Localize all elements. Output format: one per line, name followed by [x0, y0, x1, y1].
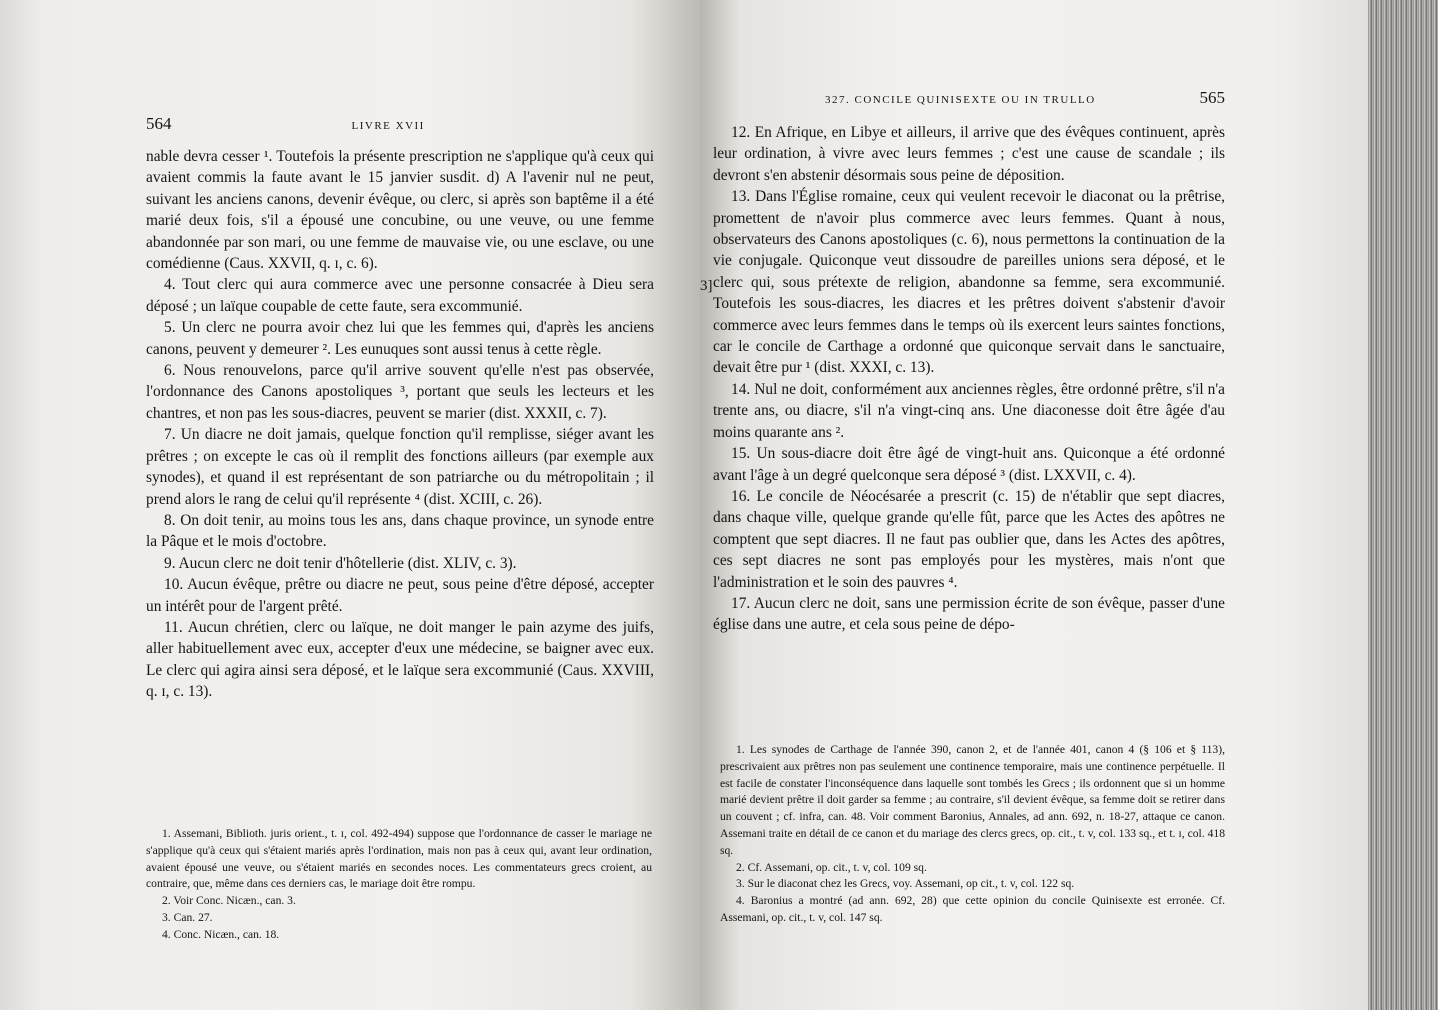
footnote: 2. Cf. Assemani, op. cit., t. v, col. 109 sq.: [736, 860, 927, 874]
right-page: [700, 0, 1368, 1010]
footnote: 4. Baronius a montré (ad ann. 692, 28) que cette opinion du concile Quinisexte est erronée. Cf. Assemani, op. cit., t. v, col. 147 sq.: [720, 894, 1225, 924]
left-page-header: [146, 114, 651, 134]
footnote: 1. Assemani, Biblioth. juris orient., t. ɪ, col. 492-494) suppose que l'ordonnance de casser le mariage ne s'applique qu'à ceux qui s'étaient mariés après l'ordination, mais non pas à ceux qui, avant leur ordination, avaient épousé une veuve, ou s'étaient mariés en secondes noces. Les commentateurs grecs croient, au contraire, que, même dans ces derniers cas, le mariage doit être rompu.: [146, 827, 652, 891]
right-page-header: [825, 88, 1225, 108]
paragraph: 8. On doit tenir, au moins tous les ans, dans chaque province, un synode entre la Pâque et le mois d'octobre.: [146, 511, 654, 551]
paragraph: 9. Aucun clerc ne doit tenir d'hôtellerie (dist. XLIV, c. 3).: [164, 554, 517, 572]
left-page: [0, 0, 700, 1010]
left-body-text: [146, 146, 654, 703]
paragraph: 12. En Afrique, en Libye et ailleurs, il arrive que des évêques continuent, après leur ordination, à vivre avec leurs femmes ; c'est une cause de scandale ; ils devront s'en abstenir désormais sous peine de déposition.: [713, 124, 1225, 184]
footnote: 3. Sur le diaconat chez les Grecs, voy. Assemani, op cit., t. v, col. 122 sq.: [736, 877, 1075, 891]
paragraph: 6. Nous renouvelons, parce qu'il arrive souvent qu'elle n'est pas observée, l'ordonnance des Canons apostoliques ³, portant que seuls les lecteurs et les chantres, et non pas les sous-diacres, peuvent se marier (dist. XXXII, c. 7).: [146, 362, 654, 422]
footnote: 4. Conc. Nicæn., can. 18.: [162, 927, 280, 941]
paragraph: 5. Un clerc ne pourra avoir chez lui que les femmes qui, d'après les anciens canons, peuvent y demeurer ². Les eunuques sont aussi tenus à cette règle.: [146, 319, 654, 358]
right-body-text: [713, 122, 1225, 636]
running-head: LIVRE XVII: [351, 120, 425, 132]
footnote: 2. Voir Conc. Nicæn., can. 3.: [162, 894, 296, 908]
paragraph: nable devra cesser ¹. Toutefois la présente prescription ne s'applique qu'à ceux qui avaient commis la faute avant le 15 janvier susdit. d) A l'avenir nul ne peut, suivant les anciens canons, devenir évêque, ou clerc, si après son baptême il a été marié deux fois, s'il a épousé une concubine, ou une veuve, ou une femme abandonnée par son mari, ou une femme de mauvaise vie, ou une esclave, ou une comédienne (Caus. XXVII, q. ɪ, c. 6).: [146, 148, 654, 273]
page-number: 564: [146, 114, 172, 133]
paragraph: 7. Un diacre ne doit jamais, quelque fonction qu'il remplisse, siéger avant les prêtres ; on excepte le cas où il remplit des fonctions ailleurs (par exemple aux synodes), et quand il est représentant de son patriarche ou du métropolitain ; il prend alors le rang de celui qu'il représente ⁴ (dist. XCIII, c. 26).: [146, 426, 654, 508]
left-footnotes: [146, 826, 652, 944]
paragraph: 17. Aucun clerc ne doit, sans une permission écrite de son évêque, passer d'une église dans une autre, et cela sous peine de dépo-: [713, 594, 1225, 634]
paragraph: 14. Nul ne doit, conformément aux anciennes règles, être ordonné prêtre, s'il n'a trente ans, ou diacre, s'il n'a vingt-cinq ans. Une diaconesse doit être âgée d'au moins quarante ans ².: [713, 380, 1225, 441]
scan-border: [1438, 0, 1450, 1010]
paragraph: 10. Aucun évêque, prêtre ou diacre ne peut, sous peine d'être déposé, accepter un intérêt pour de l'argent prêté.: [146, 576, 654, 615]
right-footnotes: [720, 742, 1225, 927]
paragraph: 15. Un sous-diacre doit être âgé de vingt-huit ans. Quiconque a été ordonné avant l'âge à un degré quelconque sera déposé ³ (dist. LXXVII, c. 4).: [713, 445, 1225, 484]
paragraph: 13. Dans l'Église romaine, ceux qui veulent recevoir le diaconat ou la prêtrise, promettent de n'avoir plus commerce avec leurs femmes. Quant à nous, observateurs des Canons apostoliques (c. 6), nous permettons la continuation de la vie conjugale. Quiconque veut dissoudre de pareilles unions sera déposé, et le clerc qui, sous prétexte de religion, abandonne sa femme, sera excommunié. Toutefois les sous-diacres, les diacres et les prêtres doivent s'abstenir d'avoir commerce avec leurs femmes dans le temps où ils exercent leurs saintes fonctions, car le concile de Carthage a ordonné que quiconque servait dans le sanctuaire, devait être pur ¹ (dist. XXXI, c. 13).: [713, 188, 1225, 377]
running-head: 327. CONCILE QUINISEXTE OU IN TRULLO: [825, 94, 1096, 106]
margin-mark: 3]: [700, 278, 713, 294]
page-number: 565: [1199, 88, 1225, 107]
footnote: 1. Les synodes de Carthage de l'année 390, canon 2, et de l'année 401, canon 4 (§ 106 et § 113), prescrivaient aux prêtres non pas seulement une continence temporaire, mais une continence perpétuelle. Il est facile de constater l'inconséquence dans laquelle sont tombés les Grecs ; ils ordonnent que si un homme marié devient prêtre il doit garder sa femme ; au contraire, s'il devient évêque, sa femme doit se retirer dans un couvent ; cf. infra, can. 48. Voir comment Baronius, Annales, ad ann. 692, n. 18-27, attaque ce canon. Assemani traite en détail de ce canon et du mariage des clercs grecs, op. cit., t. v, col. 133 sq., et t. ɪ, col. 418 sq.: [720, 743, 1225, 857]
paragraph: 16. Le concile de Néocésarée a prescrit (c. 15) de n'établir que sept diacres, dans chaque ville, quelque grande qu'elle fût, parce que les Actes des apôtres ne comptent que sept diacres. Il ne faut pas oublier que, dans les Actes des apôtres, ces sept diacres ne sont pas employés pour les mystères, mais n'ont que l'administration et le soin des pauvres ⁴.: [713, 487, 1225, 591]
footnote: 3. Can. 27.: [162, 910, 213, 924]
paragraph: 11. Aucun chrétien, clerc ou laïque, ne doit manger le pain azyme des juifs, aller habituellement avec eux, accepter d'eux une médecine, se baigner avec eux. Le clerc qui agira ainsi sera déposé, et le laïque sera excommunié (Caus. XXVIII, q. ɪ, c. 13).: [146, 618, 654, 701]
paragraph: 4. Tout clerc qui aura commerce avec une personne consacrée à Dieu sera déposé ; un laïque coupable de cette faute, sera excommunié.: [146, 276, 654, 315]
